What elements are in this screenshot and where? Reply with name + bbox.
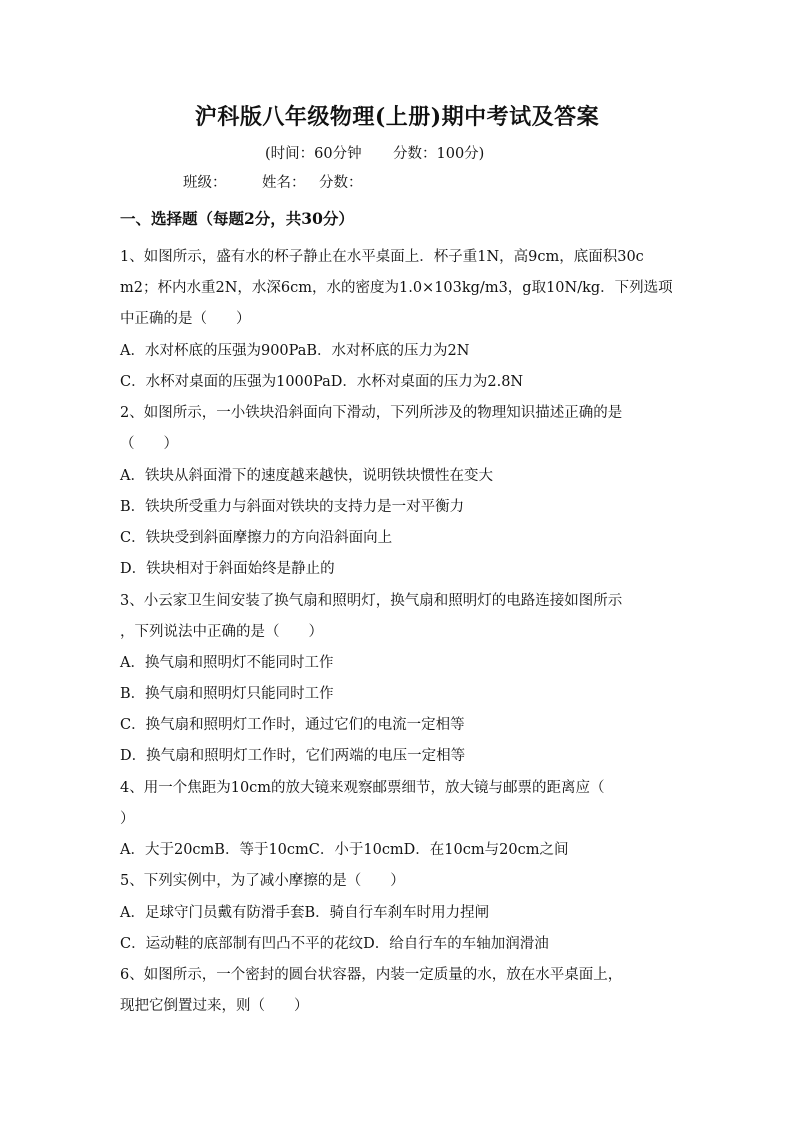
- question-1-line-1: 1、如图所示，盛有水的杯子静止在水平桌面上．杯子重1N，高9cm，底面积30c: [120, 249, 644, 265]
- question-2-line-1: 2、如图所示，一小铁块沿斜面向下滑动，下列所涉及的物理知识描述正确的是: [120, 405, 623, 421]
- question-5-line-1: 5、下列实例中，为了减小摩擦的是（ ）: [120, 873, 405, 889]
- question-2-option-a: A．铁块从斜面滑下的速度越来越快，说明铁块惯性在变大: [120, 468, 493, 484]
- question-1-options-cd: C．水杯对桌面的压强为1000PaD．水杯对桌面的压力为2.8N: [120, 374, 524, 390]
- question-5-options-cd: C．运动鞋的底部制有凹凸不平的花纹D．给自行车的车轴加润滑油: [120, 936, 549, 952]
- document-title: 沪科版八年级物理(上册)期中考试及答案: [194, 104, 600, 130]
- question-2-line-2: （ ）: [120, 436, 178, 452]
- question-2-option-d: D．铁块相对于斜面始终是静止的: [120, 561, 335, 577]
- question-5-options-ab: A．足球守门员戴有防滑手套B．骑自行车刹车时用力捏闸: [120, 905, 490, 921]
- question-3-option-c: C．换气扇和照明灯工作时，通过它们的电流一定相等: [120, 717, 465, 733]
- question-6-line-1: 6、如图所示，一个密封的圆台状容器，内装一定质量的水，放在水平桌面上，: [120, 967, 623, 983]
- question-4-options: A．大于20cmB．等于10cmC．小于10cmD．在10cm与20cm之间: [120, 842, 569, 858]
- score-label: 分数：: [319, 175, 363, 191]
- question-1-line-3: 中正确的是（ ）: [120, 311, 251, 327]
- question-6-line-2: 现把它倒置过来，则（ ）: [120, 998, 309, 1014]
- question-3-option-b: B．换气扇和照明灯只能同时工作: [120, 686, 334, 702]
- question-4-line-2: ）: [120, 811, 135, 827]
- question-4-line-1: 4、用一个焦距为10cm的放大镜来观察邮票细节，放大镜与邮票的距离应（: [120, 780, 605, 796]
- name-label: 姓名：: [262, 175, 306, 191]
- question-2-option-b: B．铁块所受重力与斜面对铁块的支持力是一对平衡力: [120, 499, 465, 515]
- question-2-option-c: C．铁块受到斜面摩擦力的方向沿斜面向上: [120, 530, 393, 546]
- section-title: 一、选择题（每题2分，共30分）: [120, 209, 354, 228]
- question-3-line-1: 3、小云家卫生间安装了换气扇和照明灯，换气扇和照明灯的电路连接如图所示: [120, 593, 623, 609]
- question-1-options-ab: A．水对杯底的压强为900PaB．水对杯底的压力为2N: [120, 343, 470, 359]
- question-3-line-2: ，下列说法中正确的是（ ）: [120, 624, 323, 640]
- exam-score-info: 分数：100分): [393, 146, 485, 162]
- question-3-option-a: A．换气扇和照明灯不能同时工作: [120, 655, 334, 671]
- exam-time-info: (时间：60分钟: [265, 146, 362, 162]
- student-info-row: [183, 172, 363, 194]
- question-1-line-2: m2；杯内水重2N，水深6cm，水的密度为1.0×103kg/m3，g取10N/kg．下列选项: [120, 280, 673, 296]
- question-3-option-d: D．换气扇和照明灯工作时，它们两端的电压一定相等: [120, 748, 466, 764]
- class-label: 班级：: [183, 175, 227, 191]
